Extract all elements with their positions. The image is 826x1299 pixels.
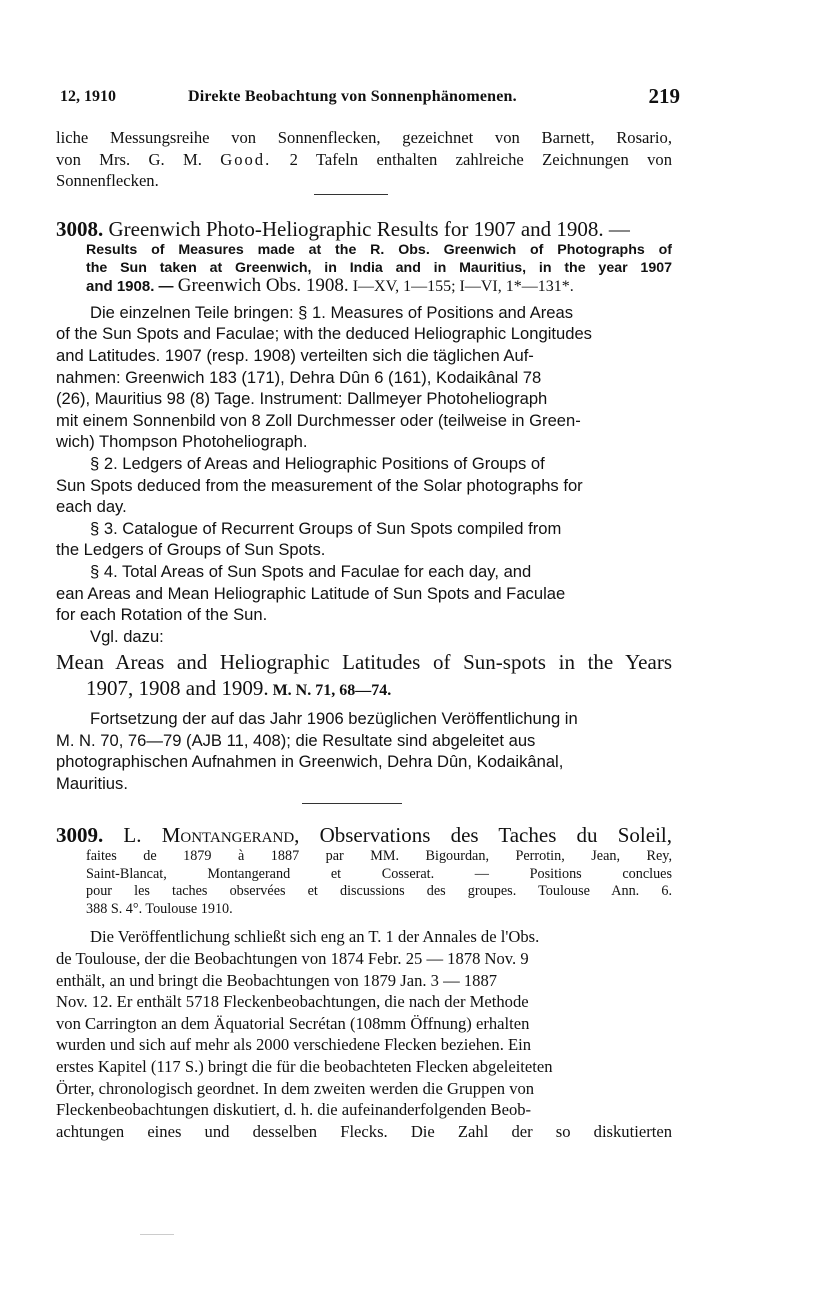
body-line: mit einem Sonnenbild von 8 Zoll Durchmesser oder (teilweise in Green-: [56, 410, 581, 430]
entry-3008-subtitle: Results of Measures made at the R. Obs. Greenwich of Photographs of the Sun taken at Greenwich, in India and in Mauritius, in the year 1907 and 1908. — Greenwich Obs. 1908. I—XV, 1—155; I—VI, 1*—131*.: [86, 242, 672, 297]
body-line: nahmen: Greenwich 183 (171), Dehra Dûn 6 (161), Kodaikânal 78: [56, 367, 542, 387]
mean-areas-title-cont: 1907, 1908 and 1909. M. N. 71, 68—74.: [86, 676, 392, 701]
body-line: enthält, an und bringt die Beobachtungen von 1879 Jan. 3 — 1887: [56, 970, 498, 990]
body-line: Nov. 12. Er enthält 5718 Fleckenbeobachtungen, die nach der Methode: [56, 992, 529, 1012]
fortsetzung-paragraph: [56, 708, 672, 794]
body-line: Die Veröffentlichung schließt sich eng an T. 1 der Annales de l'Obs.: [90, 927, 540, 947]
body-line: ean Areas and Mean Heliographic Latitude of Sun Spots and Faculae: [56, 583, 566, 603]
intro-line: Sonnenflecken.: [56, 171, 159, 191]
body-line: Örter, chronologisch geordnet. In dem zweiten werden die Gruppen von: [56, 1078, 535, 1098]
body-line: of the Sun Spots and Faculae; with the deduced Heliographic Longitudes: [56, 324, 592, 344]
entry-number: 3009.: [56, 823, 104, 847]
body-line: (26), Mauritius 98 (8) Tage. Instrument: Dallmeyer Photoheliograph: [56, 389, 548, 409]
body-line: the Ledgers of Groups of Sun Spots.: [56, 540, 326, 560]
body-line: § 4. Total Areas of Sun Spots and Faculae for each day, and: [90, 561, 532, 581]
body-line: erstes Kapitel (117 S.) bringt die für die beobachteten Flecken abgeleiteten: [56, 1056, 553, 1076]
body-line: for each Rotation of the Sun.: [56, 605, 268, 625]
body-line: Sun Spots deduced from the measurement of the Solar photographs for: [56, 475, 583, 495]
journal-ref: Greenwich Obs. 1908.: [177, 275, 349, 297]
intro-paragraph: [56, 127, 672, 192]
running-header: [60, 84, 680, 112]
section-divider: [302, 803, 402, 804]
entry-3008-title: 3008. Greenwich Photo-Heliographic Results for 1907 and 1908. —: [56, 217, 630, 241]
vgl-line: Vgl. dazu:: [90, 626, 164, 646]
body-line: § 2. Ledgers of Areas and Heliographic Positions of Groups of: [90, 453, 545, 473]
page-number: 219: [648, 84, 680, 108]
body-line: wich) Thompson Photoheliograph.: [56, 432, 308, 452]
body-line: photographischen Aufnahmen in Greenwich, Dehra Dûn, Kodaikânal,: [56, 752, 564, 772]
body-line: Fleckenbeobachtungen diskutiert, d. h. die aufeinanderfolgenden Beob-: [56, 1100, 532, 1120]
mean-areas-title: Mean Areas and Heliographic Latitudes of Sun-spots in the Years: [56, 650, 672, 675]
body-line: von Carrington an dem Äquatorial Secrétan (108mm Öffnung) erhalten: [56, 1013, 530, 1033]
body-line: M. N. 70, 76—79 (AJB 11, 408); die Resultate sind abgeleitet aus: [56, 730, 536, 750]
body-line: achtungen eines und desselben Flecks. Die Zahl der so diskutierten: [56, 1121, 672, 1141]
body-line: de Toulouse, der die Beobachtungen von 1874 Febr. 25 — 1878 Nov. 9: [56, 948, 529, 968]
entry-number: 3008.: [56, 217, 104, 241]
entry-3009-subtitle: faites de 1879 à 1887 par MM. Bigourdan, Perrotin, Jean, Rey, Saint-Blancat, Montangerand et Cosserat. — Positions conclues pour les taches observées et discussions des groupes. Toulouse Ann. 6. 388 S. 4°. Toulouse 1910.: [86, 848, 672, 917]
body-line: each day.: [56, 497, 127, 517]
header-title: Direkte Beobachtung von Sonnenphänomenen.: [188, 88, 517, 105]
entry-3009-body: [56, 926, 672, 1142]
entry-3009-title: 3009. L. Montangerand, Observations des Taches du Soleil,: [56, 823, 672, 847]
entry-3008: [56, 216, 672, 795]
body-line: wurden und sich auf mehr als 2000 verschiedene Flecken beziehen. Ein: [56, 1035, 532, 1055]
body-line: Mauritius.: [56, 774, 128, 794]
intro-line: liche Messungsreihe von Sonnenflecken, gezeichnet von Barnett, Rosario,: [56, 128, 672, 147]
author-good: Good.: [220, 149, 272, 169]
body-line: and Latitudes. 1907 (resp. 1908) verteilten sich die täglichen Auf-: [56, 345, 534, 365]
author-name: L. Montangerand,: [103, 823, 300, 847]
body-line: § 3. Catalogue of Recurrent Groups of Sun Spots compiled from: [90, 518, 562, 538]
body-line: Die einzelnen Teile bringen: § 1. Measures of Positions and Areas: [90, 302, 574, 322]
intro-line: von Mrs. G. M. Good. 2 Tafeln enthalten zahlreiche Zeichnungen von: [56, 149, 672, 169]
section-divider: [314, 194, 388, 195]
faint-mark: [140, 1234, 174, 1235]
entry-3008-body: [56, 302, 672, 648]
body-line: Fortsetzung der auf das Jahr 1906 bezüglichen Veröffentlichung in: [90, 709, 578, 729]
header-volume: 12, 1910: [60, 88, 116, 105]
entry-3009: [56, 822, 672, 1142]
